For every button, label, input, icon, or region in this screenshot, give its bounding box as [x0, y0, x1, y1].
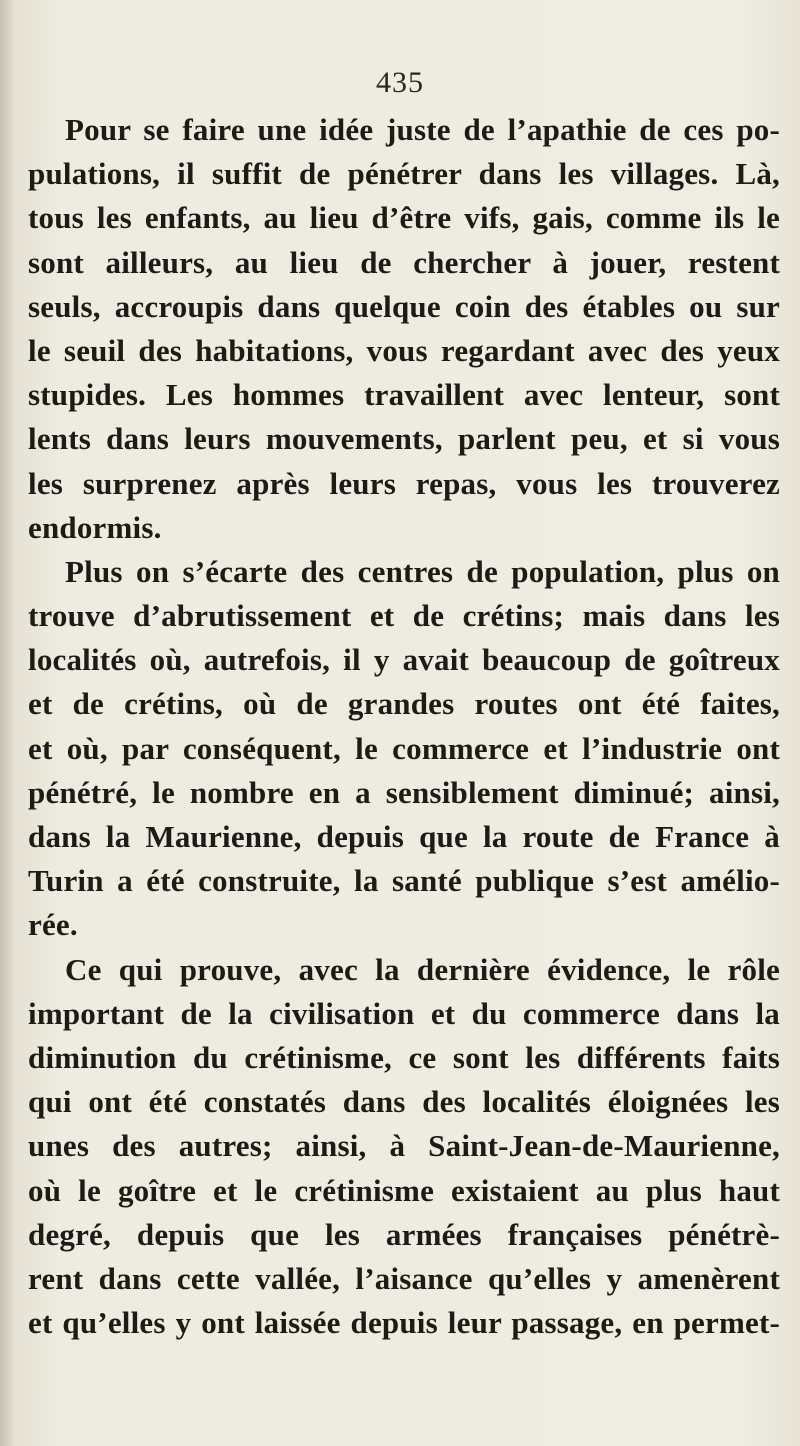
- page-number: 435: [376, 66, 424, 99]
- text-line: et où, par conséquent, le commerce et l’industrie ont: [28, 730, 780, 766]
- text-line: Ce qui prouve, avec la dernière évidence, le rôle: [65, 951, 780, 987]
- text-line: et de crétins, où de grandes routes ont été faites,: [28, 686, 780, 722]
- text-line: dans la Maurienne, depuis que la route de France à: [28, 819, 780, 854]
- text-line: pénétré, le nombre en a sensiblement diminué; ainsi,: [28, 774, 780, 810]
- text-line: où le goître et le crétinisme existaient au plus haut: [28, 1172, 780, 1208]
- text-line: qui ont été constatés dans des localités éloignées les: [28, 1084, 780, 1120]
- page-gutter-shadow: [0, 0, 14, 1446]
- text-line: degré, depuis que les armées françaises pénétrè-: [28, 1216, 780, 1252]
- text-line: seuls, accroupis dans quelque coin des étables ou sur: [28, 288, 780, 324]
- text-line: Plus on s’écarte des centres de population, plus on: [65, 553, 780, 589]
- text-line: tous les enfants, au lieu d’être vifs, gais, comme ils le: [28, 200, 780, 236]
- text-line: important de la civilisation et du commerce dans la: [28, 995, 780, 1031]
- text-line: les surprenez après leurs repas, vous les trouverez: [28, 465, 780, 501]
- text-line: localités où, autrefois, il y avait beaucoup de goîtreux: [28, 642, 780, 678]
- text-line: sont ailleurs, au lieu de chercher à jouer, restent: [28, 244, 780, 280]
- text-line: lents dans leurs mouvements, parlent peu, et si vous: [28, 421, 780, 457]
- text-line: Pour se faire une idée juste de l’apathie de ces po-: [65, 112, 780, 147]
- text-line: rent dans cette vallée, l’aisance qu’elles y amenèrent: [28, 1260, 780, 1296]
- text-line: et qu’elles y ont laissée depuis leur passage, en permet-: [28, 1305, 780, 1341]
- text-line: endormis.: [28, 509, 162, 545]
- body-text: [28, 108, 780, 1345]
- text-line: trouve d’abrutissement et de crétins; mais dans les: [28, 598, 780, 634]
- text-line: stupides. Les hommes travaillent avec lenteur, sont: [28, 377, 780, 413]
- text-line: pulations, il suffit de pénétrer dans les villages. Là,: [28, 156, 780, 192]
- text-line: le seuil des habitations, vous regardant avec des yeux: [28, 332, 780, 368]
- text-line: rée.: [28, 907, 78, 943]
- text-line: diminution du crétinisme, ce sont les différents faits: [28, 1039, 780, 1075]
- text-line: unes des autres; ainsi, à Saint-Jean-de-Maurienne,: [28, 1128, 780, 1164]
- text-line: Turin a été construite, la santé publique s’est amélio-: [28, 863, 780, 899]
